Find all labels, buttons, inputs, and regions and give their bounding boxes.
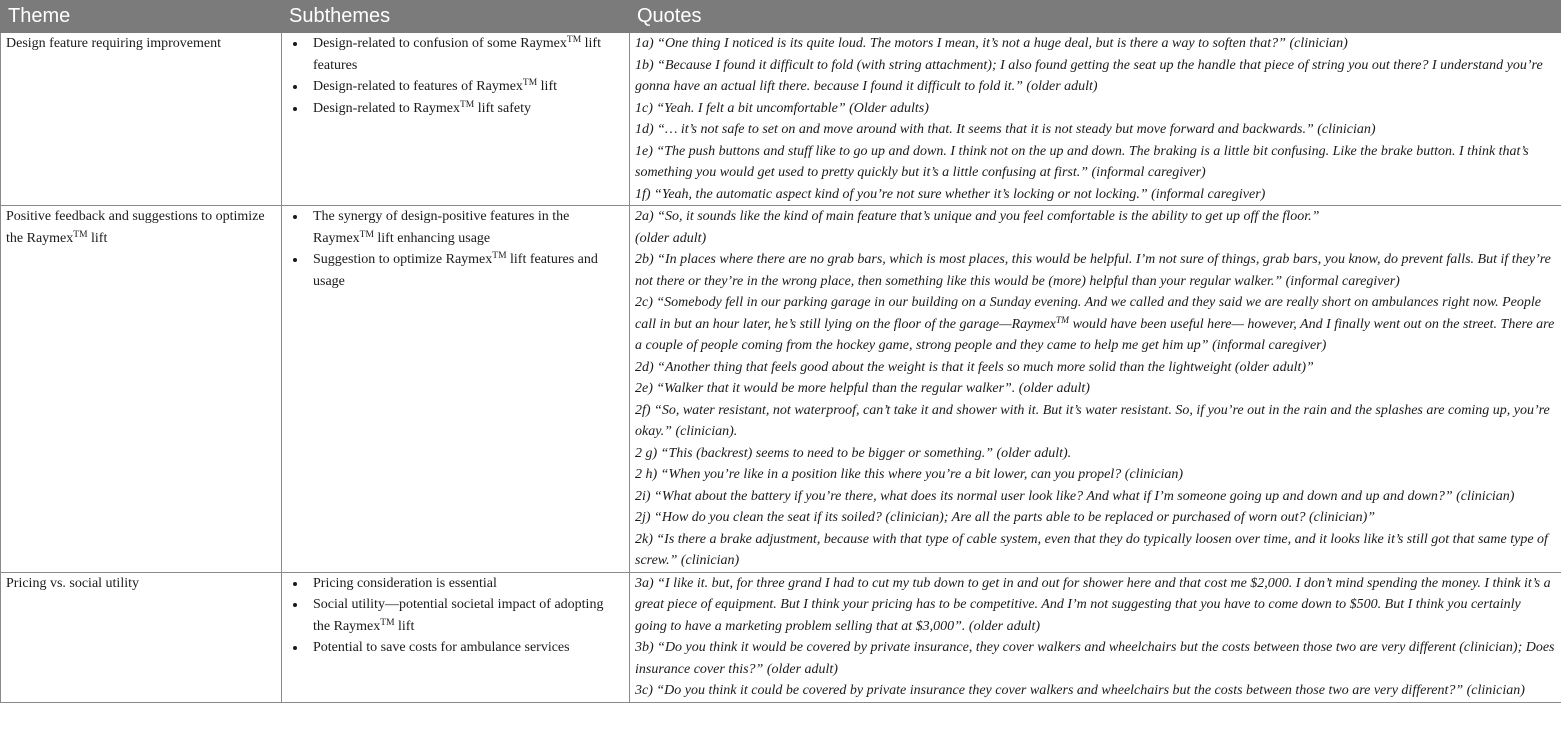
theme-cell: Pricing vs. social utility	[1, 572, 282, 702]
quote: 2b) “In places where there are no grab bars, which is most places, this would be helpful. I’m not sure of things, grab bars, you know, do prevent falls. But if they’re not there or they’re in the wrong place, then something like this would be (more) helpful than your regular walker.” (informal caregiver)	[635, 252, 1551, 289]
quote: 2 h) “When you’re like in a position like this where you’re a bit lower, can you propel? (clinician)	[635, 467, 1184, 482]
quote: (older adult)	[635, 230, 707, 246]
header-subthemes: Subthemes	[282, 1, 630, 33]
quote: 2c) “Somebody fell in our parking garage in our building on a Sunday evening. And we called and they said we are really short on ambulances right now. People call in but an hour later, he’s still lying on the floor of the garage—Raymex™ would have been useful here— however, And I finally went out on the street. There are a couple of people coming from the hockey game, strong people and they came to help me get him up” (informal caregiver)	[635, 295, 1555, 353]
subthemes-cell	[282, 206, 630, 573]
quote: 3c) “Do you think it could be covered by private insurance they cover walkers and wheelchairs but the costs between those two are very different?” (clinician)	[635, 683, 1525, 698]
quote: 1d) “… it’s not safe to set on and move around with that. It seems that it is not steady but move forward and backwards.” (clinician)	[635, 122, 1376, 137]
trademark-mark: TM	[522, 78, 538, 88]
header-theme: Theme	[1, 1, 282, 33]
quote: 2d) “Another thing that feels good about the weight is that it feels so much more solid than the lightweight (older adult)”	[635, 359, 1314, 375]
header-row	[1, 1, 1561, 33]
trademark-mark: TM	[1055, 315, 1070, 326]
theme-cell: Positive feedback and suggestions to optimize the Raymex™ lift	[1, 206, 282, 573]
quote: 1b) “Because I found it difficult to fold (with string attachment); I also found getting the seat up the handle that piece of string you out there? I understand you’re gonna have an actual lift there. because I found it difficult to fold it.” (older adult)	[635, 57, 1543, 94]
quote: 2e) “Walker that it would be more helpful than the regular walker”. (older adult)	[635, 381, 1090, 396]
quote: 2 g) “This (backrest) seems to need to be bigger or something.” (older adult).	[635, 445, 1072, 461]
quote: 2k) “Is there a brake adjustment, because with that type of cable system, even that they do typically loosen over time, and it looks like it’s still got that same type of screw.” (clinician)	[635, 531, 1548, 568]
quote: 1e) “The push buttons and stuff like to go up and down. I think not on the up and down. The braking is a little bit confusing. Like the brake button. I think that’s something you would get used to pretty quickly but it’s a little confusing at first.” (informal caregiver)	[635, 143, 1529, 180]
subtheme-item: • Design-related to features of Raymex™ lift	[307, 76, 624, 98]
table-row	[1, 572, 1561, 702]
quote: 3a) “I like it. but, for three grand I had to cut my tub down to get in and out for shower here and that cost me $2,000. I don’t mind spending the money. I think it’s a great piece of equipment. But I think your pricing has to be competitive. And I’m not suggesting that you have to come down to $500. But I think you certainly going to have a marketing problem selling that at $3,000”. (older adult)	[635, 575, 1551, 634]
quotes-cell	[630, 206, 1561, 573]
quote: 3b) “Do you think it would be covered by private insurance, they cover walkers and wheelchairs but the costs between those two are very different (clinician); Does insurance cover this?” (older adult)	[635, 640, 1555, 677]
quotes-cell	[630, 572, 1561, 702]
subtheme-item: • The synergy of design-positive features in the Raymex™ lift enhancing usage	[307, 206, 624, 249]
subtheme-item: • Design-related to Raymex™ lift safety	[307, 98, 624, 120]
header-quotes: Quotes	[630, 1, 1561, 33]
trademark-mark: TM	[566, 35, 582, 45]
table-row	[1, 33, 1561, 206]
subthemes-cell	[282, 33, 630, 206]
table-row	[1, 206, 1561, 573]
quote: 1f) “Yeah, the automatic aspect kind of you’re not sure whether it’s locking or not locking.” (informal caregiver)	[635, 186, 1266, 202]
quote: 2j) “How do you clean the seat if its soiled? (clinician); Are all the parts able to be replaced or purchased of worn out? (clinician)”	[635, 510, 1376, 525]
quote: 2i) “What about the battery if you’re there, what does its normal user look like? And what if I’m someone going up and down and up and down?” (clinician)	[635, 488, 1515, 504]
trademark-mark: TM	[492, 251, 507, 261]
quote: 2a) “So, it sounds like the kind of main feature that’s unique and you feel comfortable is the ability to get up off the floor.”	[635, 209, 1320, 224]
quotes-cell	[630, 33, 1561, 206]
subtheme-item: • Suggestion to optimize Raymex™ lift features and usage	[307, 249, 624, 292]
trademark-mark: TM	[359, 229, 374, 240]
theme-cell: Design feature requiring improvement	[1, 33, 282, 206]
quote: 1c) “Yeah. I felt a bit uncomfortable” (Older adults)	[635, 100, 929, 116]
subtheme-item: • Social utility—potential societal impact of adopting the Raymex™ lift	[307, 594, 624, 637]
subtheme-item: • Potential to save costs for ambulance services	[307, 637, 624, 659]
subtheme-item: • Pricing consideration is essential	[307, 573, 624, 595]
trademark-mark: TM	[73, 229, 88, 240]
trademark-mark: TM	[380, 617, 395, 628]
trademark-mark: TM	[459, 99, 475, 110]
quote: 2f) “So, water resistant, not waterproof, can’t take it and shower with it. But it’s water resistant. So, if you’re out in the rain and the splashes are coming up, you’re okay.” (clinician).	[635, 402, 1550, 439]
subtheme-item: • Design-related to confusion of some Raymex™ lift features	[307, 33, 624, 76]
quote: 1a) “One thing I noticed is its quite loud. The motors I mean, it’s not a huge deal, but is there a way to soften that?” (clinician)	[635, 36, 1348, 51]
subthemes-cell	[282, 572, 630, 702]
